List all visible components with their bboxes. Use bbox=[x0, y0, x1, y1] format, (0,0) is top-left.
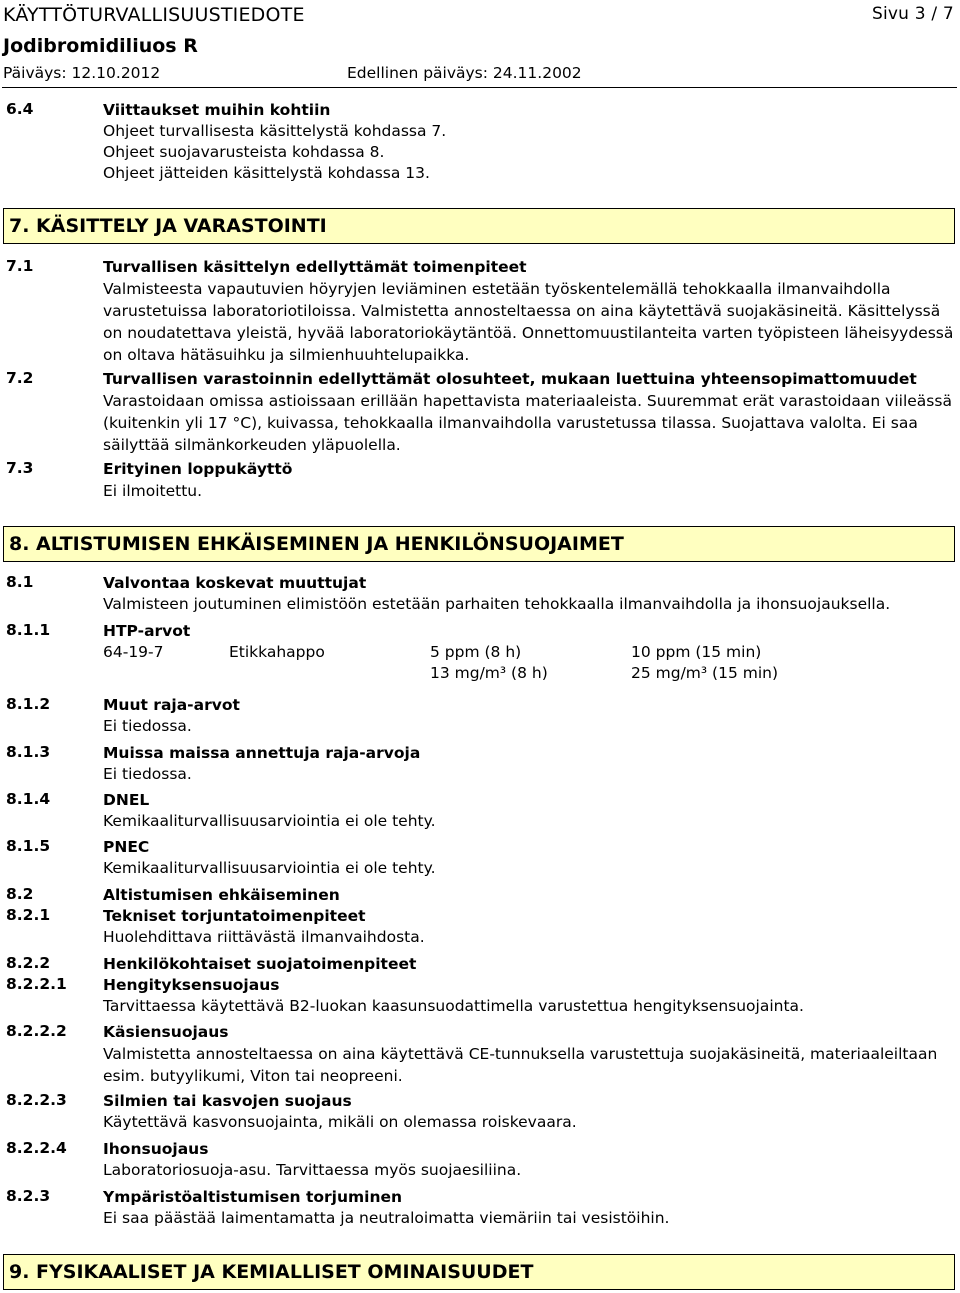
section-title: Muissa maissa annettuja raja-arvoja bbox=[103, 744, 421, 762]
section-title: Ympäristöaltistumisen torjuminen bbox=[103, 1188, 403, 1206]
section-title: Altistumisen ehkäiseminen bbox=[103, 886, 340, 904]
section-title: Käsiensuojaus bbox=[103, 1023, 229, 1041]
section-text: Kemikaaliturvallisuusarviointia ei ole tehty. bbox=[103, 812, 436, 830]
section-title: Muut raja-arvot bbox=[103, 696, 240, 714]
section-title: Hengityksensuojaus bbox=[103, 976, 280, 994]
section-text: Laboratoriosuoja-asu. Tarvittaessa myös suojaesiliina. bbox=[103, 1161, 522, 1179]
section-text: Ei ilmoitettu. bbox=[103, 482, 203, 500]
product-name: Jodibromidiliuos R bbox=[3, 35, 198, 57]
section-text: Valmisteen joutuminen elimistöön estetään parhaiten tehokkaalla ilmanvaihdolla ja ihonsuojauksella. bbox=[103, 595, 891, 613]
htp-8h-mg: 13 mg/m³ (8 h) bbox=[430, 664, 548, 682]
htp-8h-ppm: 5 ppm (8 h) bbox=[430, 643, 522, 661]
section-8-heading: 8. ALTISTUMISEN EHKÄISEMINEN JA HENKILÖNSUOJAIMET bbox=[3, 526, 955, 562]
section-number: 8.2.2 bbox=[6, 954, 51, 972]
substance-name: Etikkahappo bbox=[229, 643, 325, 661]
section-number: 8.2.3 bbox=[6, 1187, 51, 1205]
htp-15min-mg: 25 mg/m³ (15 min) bbox=[631, 664, 779, 682]
text-line: Ohjeet turvallisesta käsittelystä kohdassa 7. bbox=[103, 122, 447, 140]
section-number: 8.1.3 bbox=[6, 743, 51, 761]
section-9-heading: 9. FYSIKAALISET JA KEMIALLISET OMINAISUUDET bbox=[3, 1254, 955, 1290]
section-title: Turvallisen käsittelyn edellyttämät toimenpiteet bbox=[103, 258, 527, 276]
section-title: Silmien tai kasvojen suojaus bbox=[103, 1092, 352, 1110]
section-text: Varastoidaan omissa astioissaan erillään hapettavista materiaaleista. Suuremmat erät varastoidaan viileässä (kuitenkin yli 17 °C), kuivassa, tehokkaalla ilmanvaihdolla varustetussa tilassa. Suojattava valolta. Ei saa säilyttää silmänkorkeuden yläpuolella. bbox=[103, 392, 952, 454]
text-line: Ohjeet suojavarusteista kohdassa 8. bbox=[103, 143, 385, 161]
section-title: Tekniset torjuntatoimenpiteet bbox=[103, 907, 366, 925]
section-text: Kemikaaliturvallisuusarviointia ei ole tehty. bbox=[103, 859, 436, 877]
section-number: 8.2 bbox=[6, 885, 34, 903]
section-number: 8.2.1 bbox=[6, 906, 51, 924]
document-title: KÄYTTÖTURVALLISUUSTIEDOTE bbox=[3, 4, 305, 26]
section-number: 8.2.2.3 bbox=[6, 1091, 67, 1109]
section-number: 8.2.2.1 bbox=[6, 975, 67, 993]
section-title: HTP-arvot bbox=[103, 622, 191, 640]
header-divider bbox=[2, 87, 957, 88]
section-number: 8.2.2.2 bbox=[6, 1022, 67, 1040]
section-text: Valmistetta annosteltaessa on aina käytettävä CE-tunnuksella varustettuja suojakäsineitä, materiaaleiltaan esim. butyylikumi, Viton tai neopreeni. bbox=[103, 1045, 938, 1085]
section-title: Henkilökohtaiset suojatoimenpiteet bbox=[103, 955, 417, 973]
section-text: Ei tiedossa. bbox=[103, 765, 192, 783]
section-number: 8.1.2 bbox=[6, 695, 51, 713]
section-number: 8.1.1 bbox=[6, 621, 51, 639]
section-number: 8.1.4 bbox=[6, 790, 51, 808]
section-number: 6.4 bbox=[6, 100, 34, 118]
section-title: Valvontaa koskevat muuttujat bbox=[103, 574, 367, 592]
issue-date: Päiväys: 12.10.2012 bbox=[3, 64, 161, 82]
section-text: Huolehdittava riittävästä ilmanvaihdosta. bbox=[103, 928, 425, 946]
section-text: Tarvittaessa käytettävä B2-luokan kaasunsuodattimella varustettua hengityksensuojainta. bbox=[103, 997, 804, 1015]
page-number: Sivu 3 / 7 bbox=[872, 4, 954, 24]
section-text: Ei tiedossa. bbox=[103, 717, 192, 735]
section-number: 7.2 bbox=[6, 369, 34, 387]
section-title: Erityinen loppukäyttö bbox=[103, 460, 293, 478]
section-title: DNEL bbox=[103, 791, 150, 809]
section-7-heading: 7. KÄSITTELY JA VARASTOINTI bbox=[3, 208, 955, 244]
section-text: Ei saa päästää laimentamatta ja neutraloimatta viemäriin tai vesistöihin. bbox=[103, 1209, 670, 1227]
section-text: Käytettävä kasvonsuojainta, mikäli on olemassa roiskevaara. bbox=[103, 1113, 577, 1131]
section-number: 7.1 bbox=[6, 257, 34, 275]
section-number: 8.1.5 bbox=[6, 837, 51, 855]
section-title: PNEC bbox=[103, 838, 150, 856]
section-number: 7.3 bbox=[6, 459, 34, 477]
section-number: 8.1 bbox=[6, 573, 34, 591]
text-line: Ohjeet jätteiden käsittelystä kohdassa 13. bbox=[103, 164, 430, 182]
section-text: Valmisteesta vapautuvien höyryjen leviäminen estetään työskentelemällä tehokkaalla ilmanvaihdolla varustetuissa laboratoriotiloissa. Valmistetta annosteltaessa on aina käytettävä suojakäsineitä. Käsittelyssä on noudatettava yleistä, hyvää laboratoriokäytäntöä. Onnettomuustilanteita varten työpisteen läheisyydessä on oltava hätäsuihku ja silmienhuuhtelupaikka. bbox=[103, 280, 954, 364]
previous-date: Edellinen päiväys: 24.11.2002 bbox=[347, 64, 582, 82]
cas-number: 64-19-7 bbox=[103, 643, 164, 661]
section-title: Ihonsuojaus bbox=[103, 1140, 209, 1158]
section-number: 8.2.2.4 bbox=[6, 1139, 67, 1157]
htp-15min-ppm: 10 ppm (15 min) bbox=[631, 643, 762, 661]
section-title: Viittaukset muihin kohtiin bbox=[103, 101, 331, 119]
section-title: Turvallisen varastoinnin edellyttämät olosuhteet, mukaan luettuina yhteensopimattomuudet bbox=[103, 370, 917, 388]
